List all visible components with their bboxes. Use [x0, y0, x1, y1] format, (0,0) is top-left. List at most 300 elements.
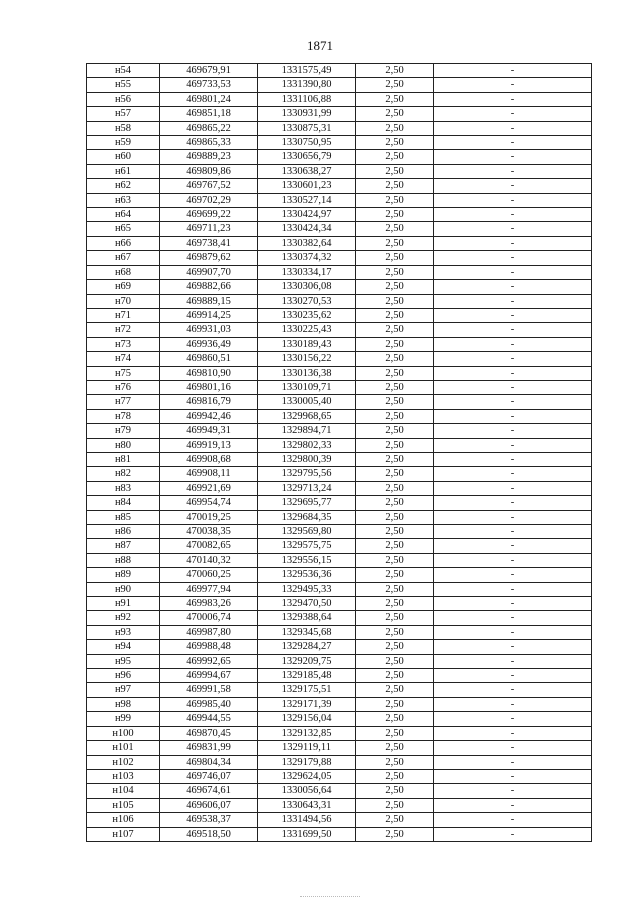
note-cell: - [434, 352, 592, 366]
accuracy-cell: 2,50 [356, 481, 434, 495]
x-coordinate-cell: 469851,18 [160, 107, 258, 121]
table-row [87, 64, 592, 78]
y-coordinate-cell: 1329536,36 [258, 568, 356, 582]
note-cell: - [434, 251, 592, 265]
note-cell: - [434, 136, 592, 150]
table-row [87, 582, 592, 596]
note-cell: - [434, 553, 592, 567]
accuracy-cell: 2,50 [356, 222, 434, 236]
accuracy-cell: 2,50 [356, 179, 434, 193]
y-coordinate-cell: 1330306,08 [258, 280, 356, 294]
y-coordinate-cell: 1330643,31 [258, 798, 356, 812]
x-coordinate-cell: 469801,16 [160, 380, 258, 394]
accuracy-cell: 2,50 [356, 78, 434, 92]
table-row [87, 611, 592, 625]
table-row [87, 136, 592, 150]
note-cell: - [434, 164, 592, 178]
note-cell: - [434, 222, 592, 236]
y-coordinate-cell: 1329894,71 [258, 424, 356, 438]
x-coordinate-cell: 469733,53 [160, 78, 258, 92]
y-coordinate-cell: 1329684,35 [258, 510, 356, 524]
x-coordinate-cell: 469711,23 [160, 222, 258, 236]
y-coordinate-cell: 1330136,38 [258, 366, 356, 380]
point-id-cell: н93 [87, 625, 160, 639]
y-coordinate-cell: 1329179,88 [258, 755, 356, 769]
point-id-cell: н86 [87, 525, 160, 539]
x-coordinate-cell: 469801,24 [160, 92, 258, 106]
table-row [87, 409, 592, 423]
accuracy-cell: 2,50 [356, 467, 434, 481]
note-cell: - [434, 568, 592, 582]
y-coordinate-cell: 1329185,48 [258, 669, 356, 683]
y-coordinate-cell: 1330156,22 [258, 352, 356, 366]
y-coordinate-cell: 1330374,32 [258, 251, 356, 265]
point-id-cell: н103 [87, 769, 160, 783]
table-row [87, 78, 592, 92]
note-cell: - [434, 784, 592, 798]
x-coordinate-cell: 469914,25 [160, 308, 258, 322]
y-coordinate-cell: 1330109,71 [258, 380, 356, 394]
page-number: 1871 [307, 38, 333, 53]
y-coordinate-cell: 1330750,95 [258, 136, 356, 150]
accuracy-cell: 2,50 [356, 409, 434, 423]
table-row [87, 525, 592, 539]
note-cell: - [434, 827, 592, 841]
table-row [87, 179, 592, 193]
y-coordinate-cell: 1330424,97 [258, 208, 356, 222]
note-cell: - [434, 697, 592, 711]
y-coordinate-cell: 1330056,64 [258, 784, 356, 798]
table-row [87, 337, 592, 351]
table-row [87, 669, 592, 683]
note-cell: - [434, 179, 592, 193]
accuracy-cell: 2,50 [356, 697, 434, 711]
point-id-cell: н81 [87, 452, 160, 466]
point-id-cell: н70 [87, 294, 160, 308]
x-coordinate-cell: 469865,22 [160, 121, 258, 135]
table-row [87, 352, 592, 366]
accuracy-cell: 2,50 [356, 755, 434, 769]
point-id-cell: н59 [87, 136, 160, 150]
point-id-cell: н89 [87, 568, 160, 582]
accuracy-cell: 2,50 [356, 452, 434, 466]
point-id-cell: н68 [87, 265, 160, 279]
point-id-cell: н55 [87, 78, 160, 92]
y-coordinate-cell: 1331494,56 [258, 813, 356, 827]
point-id-cell: н101 [87, 741, 160, 755]
x-coordinate-cell: 469702,29 [160, 193, 258, 207]
y-coordinate-cell: 1329175,51 [258, 683, 356, 697]
x-coordinate-cell: 469738,41 [160, 236, 258, 250]
note-cell: - [434, 366, 592, 380]
accuracy-cell: 2,50 [356, 366, 434, 380]
table-row [87, 784, 592, 798]
point-id-cell: н57 [87, 107, 160, 121]
note-cell: - [434, 539, 592, 553]
y-coordinate-cell: 1329695,77 [258, 496, 356, 510]
table-row [87, 510, 592, 524]
x-coordinate-cell: 469931,03 [160, 323, 258, 337]
table-row [87, 222, 592, 236]
x-coordinate-cell: 469831,99 [160, 741, 258, 755]
y-coordinate-cell: 1329470,50 [258, 597, 356, 611]
x-coordinate-cell: 470060,25 [160, 568, 258, 582]
point-id-cell: н79 [87, 424, 160, 438]
point-id-cell: н85 [87, 510, 160, 524]
table-row [87, 827, 592, 841]
point-id-cell: н80 [87, 438, 160, 452]
table-row [87, 294, 592, 308]
point-id-cell: н87 [87, 539, 160, 553]
note-cell: - [434, 92, 592, 106]
accuracy-cell: 2,50 [356, 640, 434, 654]
note-cell: - [434, 597, 592, 611]
note-cell: - [434, 755, 592, 769]
x-coordinate-cell: 469992,65 [160, 654, 258, 668]
x-coordinate-cell: 469991,58 [160, 683, 258, 697]
note-cell: - [434, 669, 592, 683]
accuracy-cell: 2,50 [356, 582, 434, 596]
accuracy-cell: 2,50 [356, 510, 434, 524]
y-coordinate-cell: 1330270,53 [258, 294, 356, 308]
table-row [87, 323, 592, 337]
point-id-cell: н58 [87, 121, 160, 135]
point-id-cell: н64 [87, 208, 160, 222]
table-row [87, 597, 592, 611]
accuracy-cell: 2,50 [356, 136, 434, 150]
table-row [87, 481, 592, 495]
note-cell: - [434, 424, 592, 438]
x-coordinate-cell: 469746,07 [160, 769, 258, 783]
x-coordinate-cell: 469942,46 [160, 409, 258, 423]
note-cell: - [434, 395, 592, 409]
y-coordinate-cell: 1330527,14 [258, 193, 356, 207]
note-cell: - [434, 236, 592, 250]
accuracy-cell: 2,50 [356, 525, 434, 539]
x-coordinate-cell: 469949,31 [160, 424, 258, 438]
x-coordinate-cell: 469908,11 [160, 467, 258, 481]
accuracy-cell: 2,50 [356, 323, 434, 337]
point-id-cell: н75 [87, 366, 160, 380]
note-cell: - [434, 265, 592, 279]
x-coordinate-cell: 469882,66 [160, 280, 258, 294]
y-coordinate-cell: 1330225,43 [258, 323, 356, 337]
y-coordinate-cell: 1329713,24 [258, 481, 356, 495]
y-coordinate-cell: 1329119,11 [258, 741, 356, 755]
y-coordinate-cell: 1330424,34 [258, 222, 356, 236]
table-row [87, 92, 592, 106]
note-cell: - [434, 150, 592, 164]
table-row [87, 755, 592, 769]
note-cell: - [434, 481, 592, 495]
accuracy-cell: 2,50 [356, 568, 434, 582]
accuracy-cell: 2,50 [356, 308, 434, 322]
table-row [87, 380, 592, 394]
point-id-cell: н66 [87, 236, 160, 250]
accuracy-cell: 2,50 [356, 208, 434, 222]
table-row [87, 366, 592, 380]
point-id-cell: н105 [87, 798, 160, 812]
table-row [87, 193, 592, 207]
point-id-cell: н71 [87, 308, 160, 322]
x-coordinate-cell: 469816,79 [160, 395, 258, 409]
table-row [87, 726, 592, 740]
table-row [87, 539, 592, 553]
x-coordinate-cell: 469538,37 [160, 813, 258, 827]
accuracy-cell: 2,50 [356, 769, 434, 783]
table-row [87, 424, 592, 438]
x-coordinate-cell: 469954,74 [160, 496, 258, 510]
point-id-cell: н99 [87, 712, 160, 726]
accuracy-cell: 2,50 [356, 798, 434, 812]
y-coordinate-cell: 1331699,50 [258, 827, 356, 841]
accuracy-cell: 2,50 [356, 150, 434, 164]
accuracy-cell: 2,50 [356, 92, 434, 106]
y-coordinate-cell: 1331390,80 [258, 78, 356, 92]
accuracy-cell: 2,50 [356, 265, 434, 279]
y-coordinate-cell: 1329802,33 [258, 438, 356, 452]
accuracy-cell: 2,50 [356, 741, 434, 755]
y-coordinate-cell: 1329209,75 [258, 654, 356, 668]
table-row [87, 769, 592, 783]
table-row [87, 640, 592, 654]
point-id-cell: н96 [87, 669, 160, 683]
point-id-cell: н84 [87, 496, 160, 510]
x-coordinate-cell: 469889,23 [160, 150, 258, 164]
point-id-cell: н67 [87, 251, 160, 265]
table-row [87, 553, 592, 567]
table-row [87, 496, 592, 510]
point-id-cell: н83 [87, 481, 160, 495]
note-cell: - [434, 308, 592, 322]
note-cell: - [434, 640, 592, 654]
page-bottom-mark [300, 896, 360, 898]
point-id-cell: н63 [87, 193, 160, 207]
x-coordinate-cell: 469860,51 [160, 352, 258, 366]
y-coordinate-cell: 1329388,64 [258, 611, 356, 625]
y-coordinate-cell: 1329795,56 [258, 467, 356, 481]
x-coordinate-cell: 469944,55 [160, 712, 258, 726]
point-id-cell: н98 [87, 697, 160, 711]
accuracy-cell: 2,50 [356, 784, 434, 798]
point-id-cell: н73 [87, 337, 160, 351]
point-id-cell: н56 [87, 92, 160, 106]
table-row [87, 121, 592, 135]
x-coordinate-cell: 469921,69 [160, 481, 258, 495]
x-coordinate-cell: 469606,07 [160, 798, 258, 812]
y-coordinate-cell: 1330005,40 [258, 395, 356, 409]
table-row [87, 683, 592, 697]
y-coordinate-cell: 1329171,39 [258, 697, 356, 711]
y-coordinate-cell: 1329624,05 [258, 769, 356, 783]
x-coordinate-cell: 469870,45 [160, 726, 258, 740]
accuracy-cell: 2,50 [356, 611, 434, 625]
table-row [87, 741, 592, 755]
point-id-cell: н62 [87, 179, 160, 193]
x-coordinate-cell: 469809,86 [160, 164, 258, 178]
table-row [87, 164, 592, 178]
accuracy-cell: 2,50 [356, 539, 434, 553]
y-coordinate-cell: 1329495,33 [258, 582, 356, 596]
point-id-cell: н78 [87, 409, 160, 423]
x-coordinate-cell: 469988,48 [160, 640, 258, 654]
note-cell: - [434, 741, 592, 755]
point-id-cell: н54 [87, 64, 160, 78]
point-id-cell: н90 [87, 582, 160, 596]
accuracy-cell: 2,50 [356, 553, 434, 567]
table-row [87, 395, 592, 409]
note-cell: - [434, 337, 592, 351]
y-coordinate-cell: 1329345,68 [258, 625, 356, 639]
table-row [87, 813, 592, 827]
table-row [87, 467, 592, 481]
point-id-cell: н82 [87, 467, 160, 481]
y-coordinate-cell: 1329575,75 [258, 539, 356, 553]
accuracy-cell: 2,50 [356, 64, 434, 78]
note-cell: - [434, 380, 592, 394]
y-coordinate-cell: 1329968,65 [258, 409, 356, 423]
accuracy-cell: 2,50 [356, 121, 434, 135]
note-cell: - [434, 525, 592, 539]
accuracy-cell: 2,50 [356, 597, 434, 611]
accuracy-cell: 2,50 [356, 294, 434, 308]
y-coordinate-cell: 1330235,62 [258, 308, 356, 322]
x-coordinate-cell: 469767,52 [160, 179, 258, 193]
table-row [87, 280, 592, 294]
note-cell: - [434, 510, 592, 524]
point-id-cell: н74 [87, 352, 160, 366]
note-cell: - [434, 78, 592, 92]
x-coordinate-cell: 469889,15 [160, 294, 258, 308]
table-row [87, 251, 592, 265]
accuracy-cell: 2,50 [356, 280, 434, 294]
point-id-cell: н102 [87, 755, 160, 769]
note-cell: - [434, 280, 592, 294]
x-coordinate-cell: 469679,91 [160, 64, 258, 78]
point-id-cell: н106 [87, 813, 160, 827]
y-coordinate-cell: 1330656,79 [258, 150, 356, 164]
accuracy-cell: 2,50 [356, 625, 434, 639]
note-cell: - [434, 193, 592, 207]
note-cell: - [434, 625, 592, 639]
x-coordinate-cell: 469810,90 [160, 366, 258, 380]
accuracy-cell: 2,50 [356, 654, 434, 668]
table-row [87, 654, 592, 668]
accuracy-cell: 2,50 [356, 712, 434, 726]
accuracy-cell: 2,50 [356, 827, 434, 841]
y-coordinate-cell: 1329156,04 [258, 712, 356, 726]
y-coordinate-cell: 1330931,99 [258, 107, 356, 121]
table-row [87, 150, 592, 164]
y-coordinate-cell: 1329800,39 [258, 452, 356, 466]
note-cell: - [434, 769, 592, 783]
note-cell: - [434, 712, 592, 726]
note-cell: - [434, 726, 592, 740]
x-coordinate-cell: 469985,40 [160, 697, 258, 711]
x-coordinate-cell: 469674,61 [160, 784, 258, 798]
x-coordinate-cell: 470140,32 [160, 553, 258, 567]
x-coordinate-cell: 469907,70 [160, 265, 258, 279]
x-coordinate-cell: 469699,22 [160, 208, 258, 222]
accuracy-cell: 2,50 [356, 352, 434, 366]
table-row [87, 452, 592, 466]
point-id-cell: н107 [87, 827, 160, 841]
y-coordinate-cell: 1329556,15 [258, 553, 356, 567]
point-id-cell: н92 [87, 611, 160, 625]
accuracy-cell: 2,50 [356, 669, 434, 683]
note-cell: - [434, 452, 592, 466]
point-id-cell: н76 [87, 380, 160, 394]
table-row [87, 625, 592, 639]
x-coordinate-cell: 470006,74 [160, 611, 258, 625]
y-coordinate-cell: 1329284,27 [258, 640, 356, 654]
note-cell: - [434, 683, 592, 697]
accuracy-cell: 2,50 [356, 726, 434, 740]
accuracy-cell: 2,50 [356, 193, 434, 207]
note-cell: - [434, 611, 592, 625]
table-row [87, 208, 592, 222]
accuracy-cell: 2,50 [356, 438, 434, 452]
y-coordinate-cell: 1331575,49 [258, 64, 356, 78]
coordinates-table [86, 63, 592, 842]
note-cell: - [434, 467, 592, 481]
y-coordinate-cell: 1330334,17 [258, 265, 356, 279]
table-row [87, 568, 592, 582]
accuracy-cell: 2,50 [356, 164, 434, 178]
accuracy-cell: 2,50 [356, 424, 434, 438]
table-row [87, 712, 592, 726]
note-cell: - [434, 582, 592, 596]
x-coordinate-cell: 469879,62 [160, 251, 258, 265]
note-cell: - [434, 107, 592, 121]
x-coordinate-cell: 469919,13 [160, 438, 258, 452]
x-coordinate-cell: 470019,25 [160, 510, 258, 524]
note-cell: - [434, 208, 592, 222]
point-id-cell: н77 [87, 395, 160, 409]
accuracy-cell: 2,50 [356, 496, 434, 510]
y-coordinate-cell: 1330189,43 [258, 337, 356, 351]
accuracy-cell: 2,50 [356, 337, 434, 351]
note-cell: - [434, 496, 592, 510]
coordinates-table-body [87, 64, 592, 842]
accuracy-cell: 2,50 [356, 395, 434, 409]
y-coordinate-cell: 1329132,85 [258, 726, 356, 740]
accuracy-cell: 2,50 [356, 236, 434, 250]
point-id-cell: н60 [87, 150, 160, 164]
note-cell: - [434, 654, 592, 668]
x-coordinate-cell: 469987,80 [160, 625, 258, 639]
point-id-cell: н61 [87, 164, 160, 178]
point-id-cell: н91 [87, 597, 160, 611]
x-coordinate-cell: 469977,94 [160, 582, 258, 596]
point-id-cell: н94 [87, 640, 160, 654]
y-coordinate-cell: 1329569,80 [258, 525, 356, 539]
x-coordinate-cell: 469865,33 [160, 136, 258, 150]
accuracy-cell: 2,50 [356, 813, 434, 827]
point-id-cell: н100 [87, 726, 160, 740]
note-cell: - [434, 121, 592, 135]
note-cell: - [434, 438, 592, 452]
accuracy-cell: 2,50 [356, 380, 434, 394]
point-id-cell: н88 [87, 553, 160, 567]
x-coordinate-cell: 469983,26 [160, 597, 258, 611]
point-id-cell: н104 [87, 784, 160, 798]
note-cell: - [434, 798, 592, 812]
x-coordinate-cell: 469908,68 [160, 452, 258, 466]
note-cell: - [434, 409, 592, 423]
accuracy-cell: 2,50 [356, 107, 434, 121]
note-cell: - [434, 323, 592, 337]
